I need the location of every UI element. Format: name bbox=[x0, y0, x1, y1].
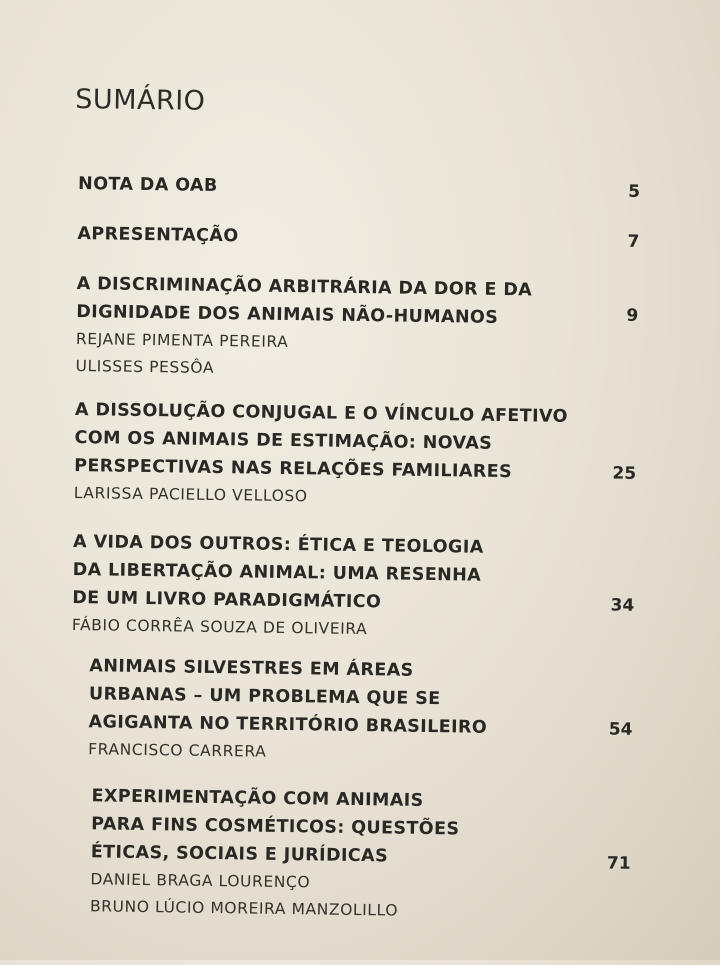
toc-entry bbox=[90, 782, 632, 928]
entry-page-number: 34 bbox=[610, 595, 635, 616]
entry-title-line: A DISSOLUÇÃO CONJUGAL E O VÍNCULO AFETIVO bbox=[74, 400, 569, 427]
entry-title-line: DE UM LIVRO PARADIGMÁTICO bbox=[72, 587, 382, 613]
entry-title-line: APRESENTAÇÃO bbox=[77, 224, 239, 247]
entry-author: FÁBIO CORRÊA SOUZA DE OLIVEIRA bbox=[71, 615, 368, 639]
entry-title-line: COM OS ANIMAIS DE ESTIMAÇÃO: NOVAS bbox=[74, 428, 493, 454]
entry-title-line: DIGNIDADE DOS ANIMAIS NÃO-HUMANOS bbox=[76, 302, 499, 328]
entry-author: DANIEL BRAGA LOURENÇO bbox=[90, 870, 311, 892]
entry-page-number: 5 bbox=[628, 181, 641, 202]
entry-title-line: A DISCRIMINAÇÃO ARBITRÁRIA DA DOR E DA bbox=[76, 274, 533, 301]
entry-title-line: URBANAS – UM PROBLEMA QUE SE bbox=[88, 684, 441, 710]
entry-page-number: 54 bbox=[608, 719, 633, 740]
entry-title-line: PERSPECTIVAS NAS RELAÇÕES FAMILIARES bbox=[74, 456, 513, 483]
toc-entry bbox=[72, 528, 635, 647]
entry-author: FRANCISCO CARRERA bbox=[88, 740, 267, 761]
entry-author: REJANE PIMENTA PEREIRA bbox=[75, 330, 289, 351]
toc-entry bbox=[74, 396, 637, 515]
entry-title-line: AGIGANTA NO TERRITÓRIO BRASILEIRO bbox=[88, 712, 488, 738]
entry-title-line: NOTA DA OAB bbox=[77, 174, 218, 196]
toc-entry bbox=[88, 652, 633, 771]
entry-page-number: 71 bbox=[606, 853, 631, 874]
entry-page-number: 7 bbox=[627, 231, 640, 252]
entry-title-line: DA LIBERTAÇÃO ANIMAL: UMA RESENHA bbox=[72, 559, 482, 586]
entry-title-line: ANIMAIS SILVESTRES EM ÁREAS bbox=[89, 656, 414, 681]
entry-title-line: PARA FINS COSMÉTICOS: QUESTÕES bbox=[91, 814, 460, 840]
page-title: SUMÁRIO bbox=[75, 83, 206, 117]
toc-entry bbox=[77, 220, 639, 256]
entry-title-line: EXPERIMENTAÇÃO COM ANIMAIS bbox=[91, 786, 424, 811]
toc-entry bbox=[75, 270, 638, 388]
entry-author: BRUNO LÚCIO MOREIRA MANZOLILLO bbox=[89, 897, 399, 920]
entry-page-number: 25 bbox=[612, 463, 637, 484]
entry-author: ULISSES PESSÔA bbox=[75, 357, 215, 377]
entry-page-number: 9 bbox=[626, 305, 639, 326]
entry-title-line: A VIDA DOS OUTROS: ÉTICA E TEOLOGIA bbox=[72, 532, 484, 558]
toc-entry bbox=[78, 170, 640, 206]
entry-title-line: ÉTICAS, SOCIAIS E JURÍDICAS bbox=[90, 842, 389, 867]
entry-author: LARISSA PACIELLO VELLOSO bbox=[73, 484, 308, 506]
